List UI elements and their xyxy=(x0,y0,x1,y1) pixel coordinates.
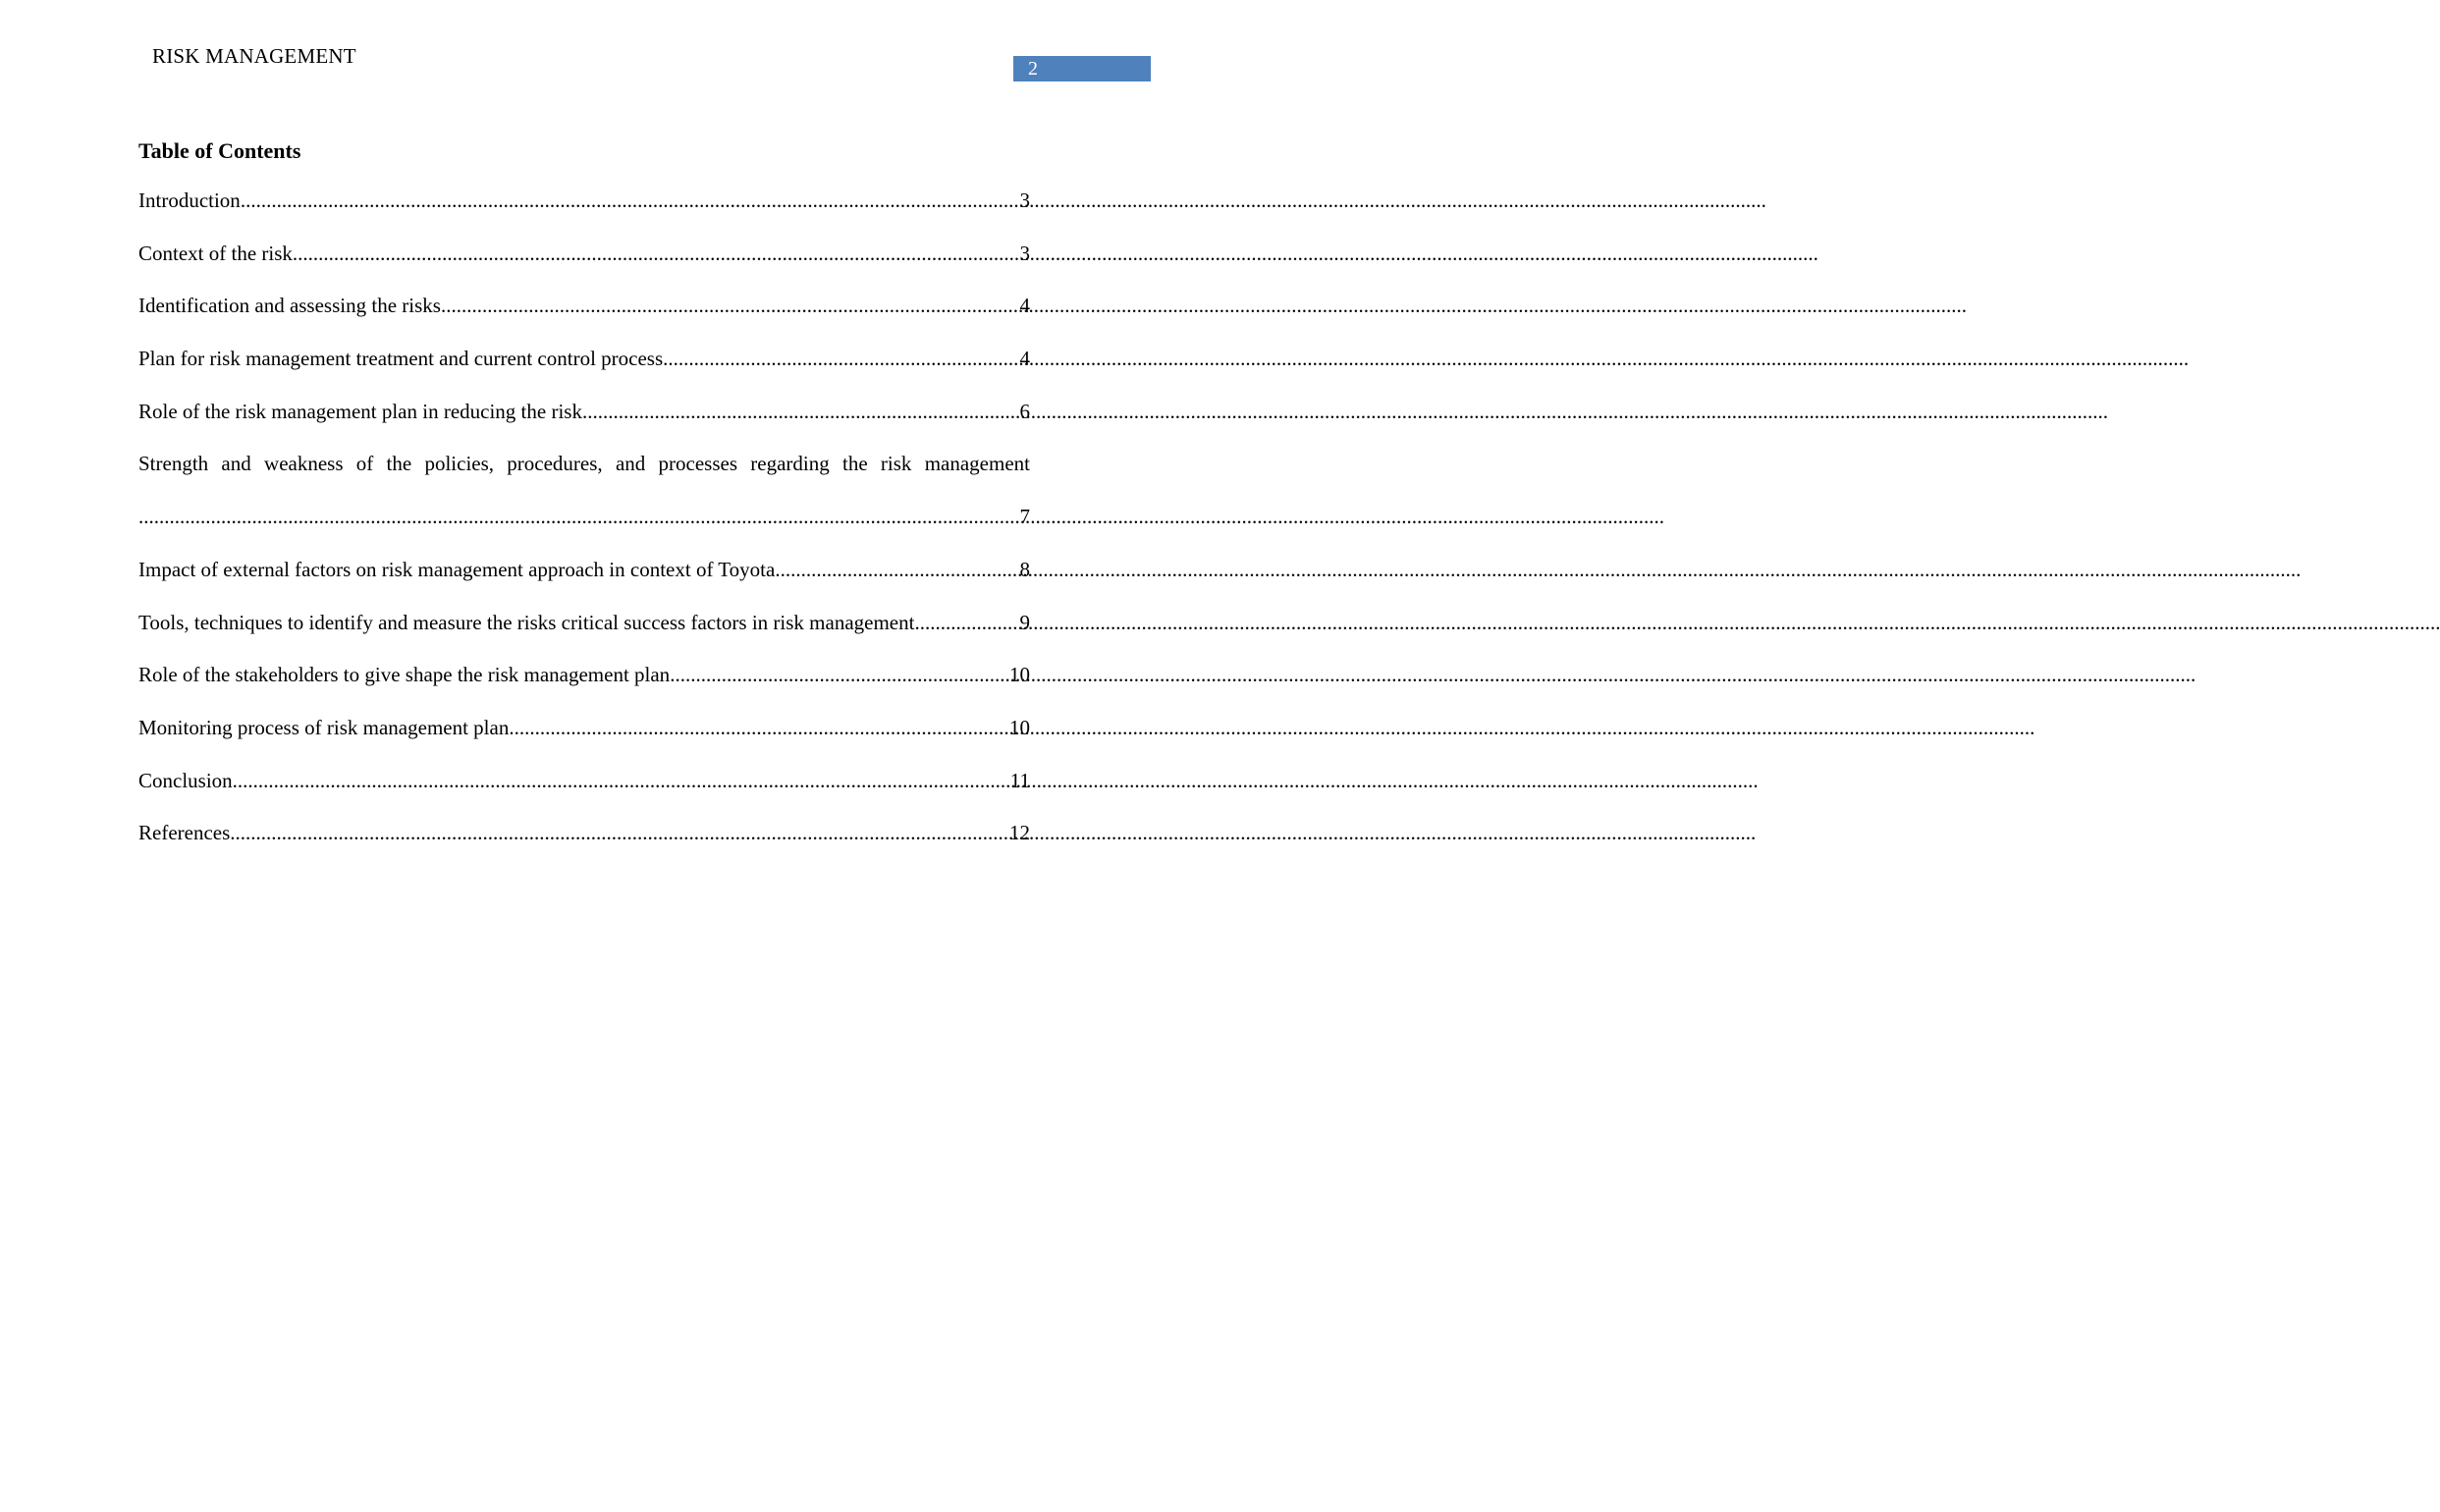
toc-leader-dots xyxy=(775,556,1019,583)
toc-entry-label: Monitoring process of risk management plan xyxy=(138,715,510,739)
toc-title: Table of Contents xyxy=(138,138,301,163)
document-page xyxy=(0,0,1168,1512)
table-of-contents xyxy=(138,187,1030,872)
toc-entry-label: Role of the stakeholders to give shape the risk management plan xyxy=(138,663,671,687)
toc-entry-label: Impact of external factors on risk management approach in context of Toyota xyxy=(138,557,776,581)
toc-leader-dots xyxy=(138,503,1020,530)
toc-entry-label: Strength and weakness of the policies, procedures, and processes regarding the risk management xyxy=(138,452,1030,476)
toc-entry-label: Tools, techniques to identify and measure the risks critical success factors in risk management xyxy=(138,610,915,634)
toc-entry-label: Conclusion xyxy=(138,768,233,792)
toc-entry-page: 10 xyxy=(1009,663,1030,687)
toc-entry-conclusion[interactable] xyxy=(138,767,1030,794)
page-number-badge xyxy=(1013,56,1151,81)
toc-entry-page: 4 xyxy=(1019,294,1030,318)
toc-entry-tools-techniques[interactable] xyxy=(138,609,1030,636)
toc-entry-label: Introduction xyxy=(138,189,241,212)
toc-entry-role-of-stakeholders[interactable] xyxy=(138,661,1030,688)
page-number: 2 xyxy=(1028,58,1038,80)
toc-entry-page: 11 xyxy=(1009,768,1030,792)
toc-entry-context-of-the-risk[interactable] xyxy=(138,240,1030,267)
toc-entry-strength-and-weakness[interactable] xyxy=(138,450,1030,530)
toc-entry-role-of-plan[interactable] xyxy=(138,398,1030,425)
toc-entry-identification[interactable] xyxy=(138,292,1030,319)
toc-entry-introduction[interactable] xyxy=(138,187,1030,214)
toc-entry-page: 10 xyxy=(1009,715,1030,739)
toc-entry-page: 3 xyxy=(1019,189,1030,212)
toc-entry-plan-treatment[interactable] xyxy=(138,345,1030,372)
toc-entry-references[interactable] xyxy=(138,819,1030,846)
toc-entry-label: Role of the risk management plan in reducing the risk xyxy=(138,399,582,423)
toc-entry-second-line xyxy=(138,503,1030,530)
toc-entry-page: 7 xyxy=(1019,505,1030,529)
toc-entry-label: Context of the risk xyxy=(138,241,293,265)
toc-leader-dots xyxy=(241,187,1020,214)
toc-entry-page: 12 xyxy=(1009,821,1030,845)
toc-entry-first-line xyxy=(138,450,1030,477)
toc-entry-page: 8 xyxy=(1019,557,1030,581)
toc-entry-label: Identification and assessing the risks xyxy=(138,294,441,318)
toc-entry-label: Plan for risk management treatment and current control process xyxy=(138,347,664,371)
toc-leader-dots xyxy=(663,345,1019,372)
toc-leader-dots xyxy=(293,240,1020,267)
toc-entry-page: 6 xyxy=(1019,399,1030,423)
toc-entry-page: 4 xyxy=(1019,347,1030,371)
toc-entry-page: 3 xyxy=(1019,241,1030,265)
toc-entry-monitoring-process[interactable] xyxy=(138,714,1030,741)
toc-entry-label: References xyxy=(138,821,231,845)
toc-leader-dots xyxy=(582,398,1020,425)
toc-entry-external-factors[interactable] xyxy=(138,556,1030,583)
toc-leader-dots xyxy=(230,819,1009,846)
toc-entry-page: 9 xyxy=(1019,610,1030,634)
toc-leader-dots xyxy=(670,661,1009,688)
toc-leader-dots xyxy=(233,767,1010,794)
toc-leader-dots xyxy=(914,609,1019,636)
running-header-title: RISK MANAGEMENT xyxy=(152,44,356,68)
toc-leader-dots xyxy=(441,292,1020,319)
toc-leader-dots xyxy=(509,714,1009,741)
